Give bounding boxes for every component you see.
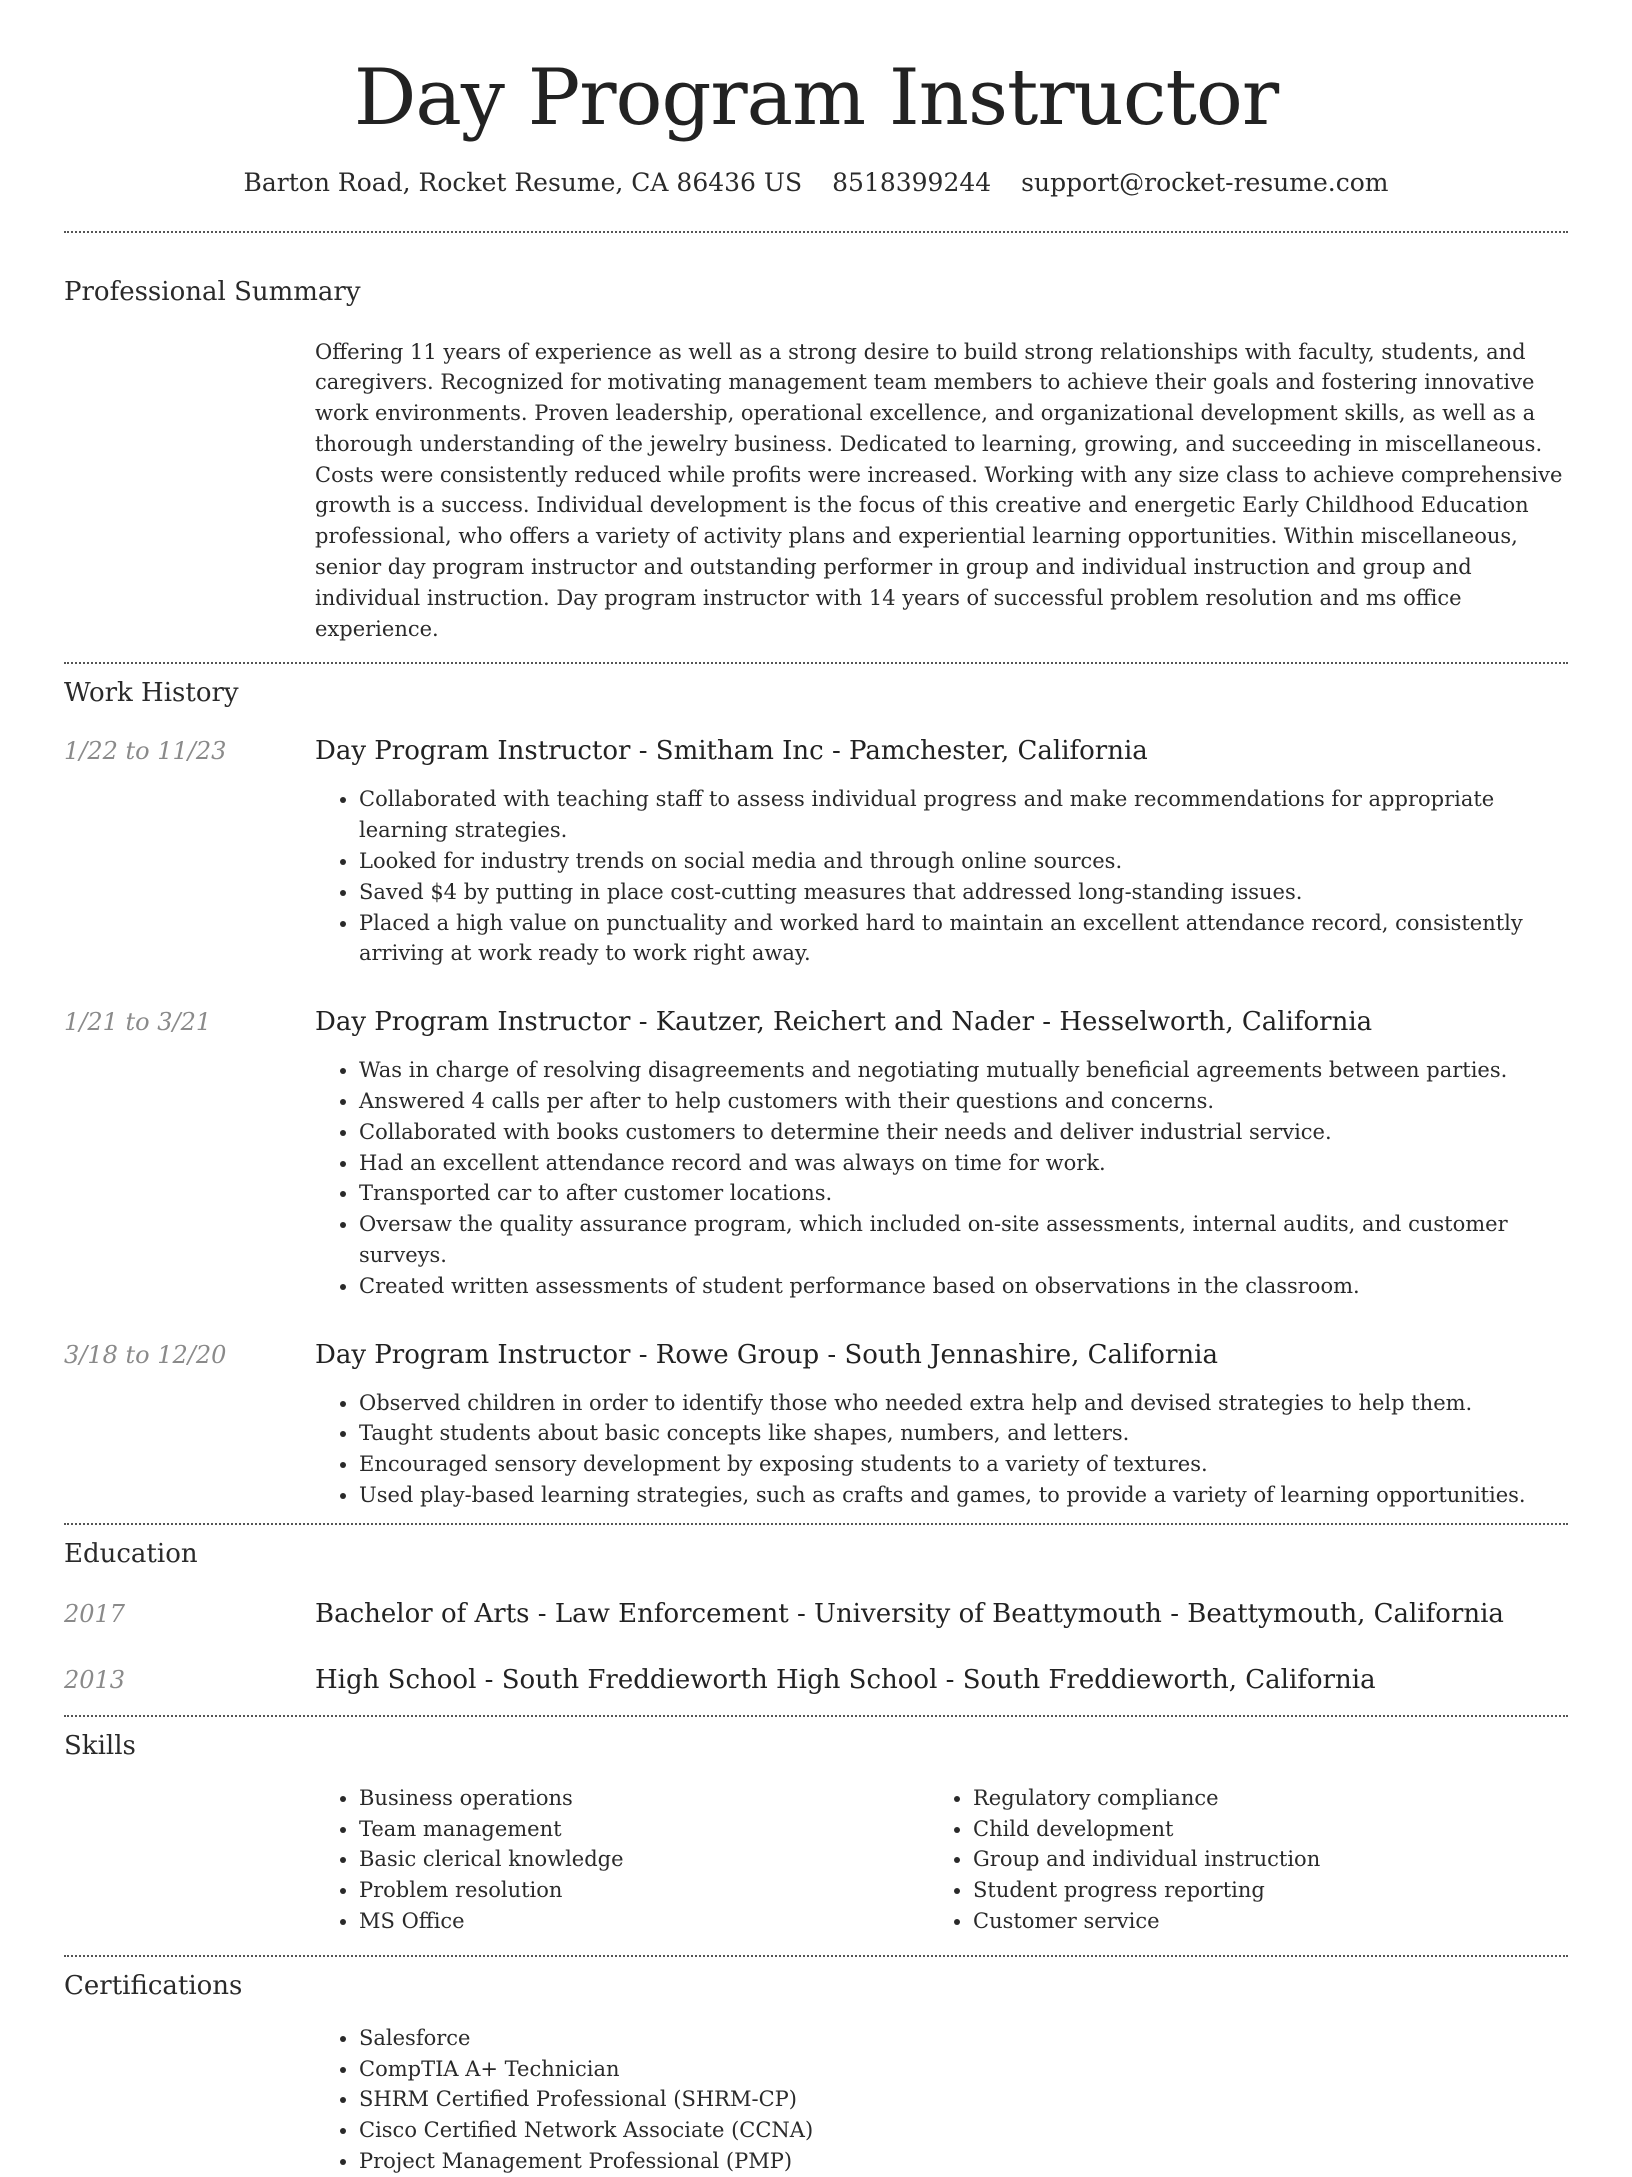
list-item: • Customer service [973,1906,1543,1937]
work-history-section [64,678,1568,1510]
education-year: 2017 [64,1599,126,1628]
list-item: • Oversaw the quality assurance program, which included on-site assessments, internal audits, and customer surveys. [359,1209,1567,1271]
contact-line [64,168,1568,197]
list-item: • Group and individual instruction [973,1844,1543,1875]
education-year: 2013 [64,1665,126,1694]
certifications-section [64,1971,1568,2177]
list-item: • Was in charge of resolving disagreements and negotiating mutually beneficial agreements between parties. [359,1055,1567,1086]
list-item: • Team management [359,1814,929,1845]
list-item: • Transported car to after customer locations. [359,1178,1567,1209]
list-item: • MS Office [359,1906,929,1937]
section-divider [64,1955,1568,1957]
list-item: • Cisco Certified Network Associate (CCNA) [359,2115,1567,2146]
list-item: • Placed a high value on punctuality and worked hard to maintain an excellent attendance record, consistently arriving at work ready to work right away. [359,908,1567,970]
list-item: • Collaborated with books customers to determine their needs and deliver industrial service. [359,1117,1567,1148]
job-bullets [315,784,1567,969]
list-item: • Salesforce [359,2023,1567,2054]
education-heading: Bachelor of Arts - Law Enforcement - University of Beattymouth - Beattymouth, California [315,1598,1504,1629]
list-item: • Project Management Professional (PMP) [359,2146,1567,2177]
section-divider [64,1523,1568,1525]
list-item: • Child development [973,1814,1543,1845]
job-heading: Day Program Instructor - Rowe Group - South Jennashire, California [315,1339,1218,1370]
section-title-skills: Skills [64,1730,136,1761]
list-item: • Business operations [359,1783,929,1814]
education-entry [64,1665,1568,1695]
list-item: • Saved $4 by putting in place cost-cutting measures that addressed long-standing issues. [359,877,1567,908]
section-divider [64,231,1568,233]
summary-section [64,277,1568,645]
education-heading: High School - South Freddieworth High School - South Freddieworth, California [315,1664,1376,1695]
job-heading: Day Program Instructor - Kautzer, Reichert and Nader - Hesselworth, California [315,1007,1373,1038]
section-divider [64,1715,1568,1717]
candidate-title: Day Program Instructor [353,53,1279,143]
section-title-certifications: Certifications [64,1970,243,2001]
job-dates: 1/22 to 11/23 [64,737,227,766]
skills-list-left [315,1783,929,1937]
list-item: • Encouraged sensory development by exposing students to a variety of textures. [359,1449,1567,1480]
list-item: • SHRM Certified Professional (SHRM-CP) [359,2084,1567,2115]
job-dates: 1/21 to 3/21 [64,1008,212,1037]
list-item: • Collaborated with teaching staff to assess individual progress and make recommendations for appropriate learning strategies. [359,784,1567,846]
section-divider [64,662,1568,664]
job-entry [64,1007,1568,1301]
skills-section [64,1731,1568,1937]
section-title-summary: Professional Summary [64,276,361,307]
skills-grid [315,1783,1567,1937]
list-item: • Answered 4 calls per after to help customers with their questions and concerns. [359,1086,1567,1117]
certifications-list [315,2023,1567,2177]
section-title-work-history: Work History [64,678,239,709]
email: support@rocket-resume.com [1021,167,1389,197]
phone: 8518399244 [832,167,992,197]
list-item: • Regulatory compliance [973,1783,1543,1814]
job-entry [64,736,1568,969]
education-entry [64,1599,1568,1629]
job-bullets [315,1055,1567,1301]
list-item: • CompTIA A+ Technician [359,2054,1567,2085]
job-heading: Day Program Instructor - Smitham Inc - Pamchester, California [315,736,1148,767]
section-title-education: Education [64,1538,198,1569]
education-section [64,1539,1568,1695]
list-item: • Looked for industry trends on social media and through online sources. [359,846,1567,877]
list-item: • Had an excellent attendance record and was always on time for work. [359,1148,1567,1179]
list-item: • Used play-based learning strategies, such as crafts and games, to provide a variety of learning opportunities. [359,1480,1567,1511]
job-bullets [315,1388,1567,1511]
skills-list-right [929,1783,1543,1937]
summary-text: Offering 11 years of experience as well as a strong desire to build strong relationships with faculty, students, and caregivers. Recognized for motivating management team members to achieve their goals and fostering innovative work environments. Proven leadership, operational excellence, and organizational development skills, as well as a thorough understanding of the jewelry business. Dedicated to learning, growing, and succeeding in miscellaneous. Costs were consistently reduced while profits were increased. Working with any size class to achieve comprehensive growth is a success. Individual development is the focus of this creative and energetic Early Childhood Education professional, who offers a variety of activity plans and experiential learning opportunities. Within miscellaneous, senior day program instructor and outstanding performer in group and individual instruction and group and individual instruction. Day program instructor with 14 years of successful problem resolution and ms office experience. [315,339,1563,641]
list-item: • Basic clerical knowledge [359,1844,929,1875]
list-item: • Observed children in order to identify those who needed extra help and devised strategies to help them. [359,1388,1567,1419]
job-dates: 3/18 to 12/20 [64,1340,227,1369]
list-item: • Problem resolution [359,1875,929,1906]
list-item: • Student progress reporting [973,1875,1543,1906]
list-item: • Taught students about basic concepts like shapes, numbers, and letters. [359,1418,1567,1449]
address: Barton Road, Rocket Resume, CA 86436 US [243,167,803,197]
job-entry [64,1340,1568,1511]
resume-header [64,0,1568,197]
list-item: • Created written assessments of student performance based on observations in the classroom. [359,1271,1567,1302]
